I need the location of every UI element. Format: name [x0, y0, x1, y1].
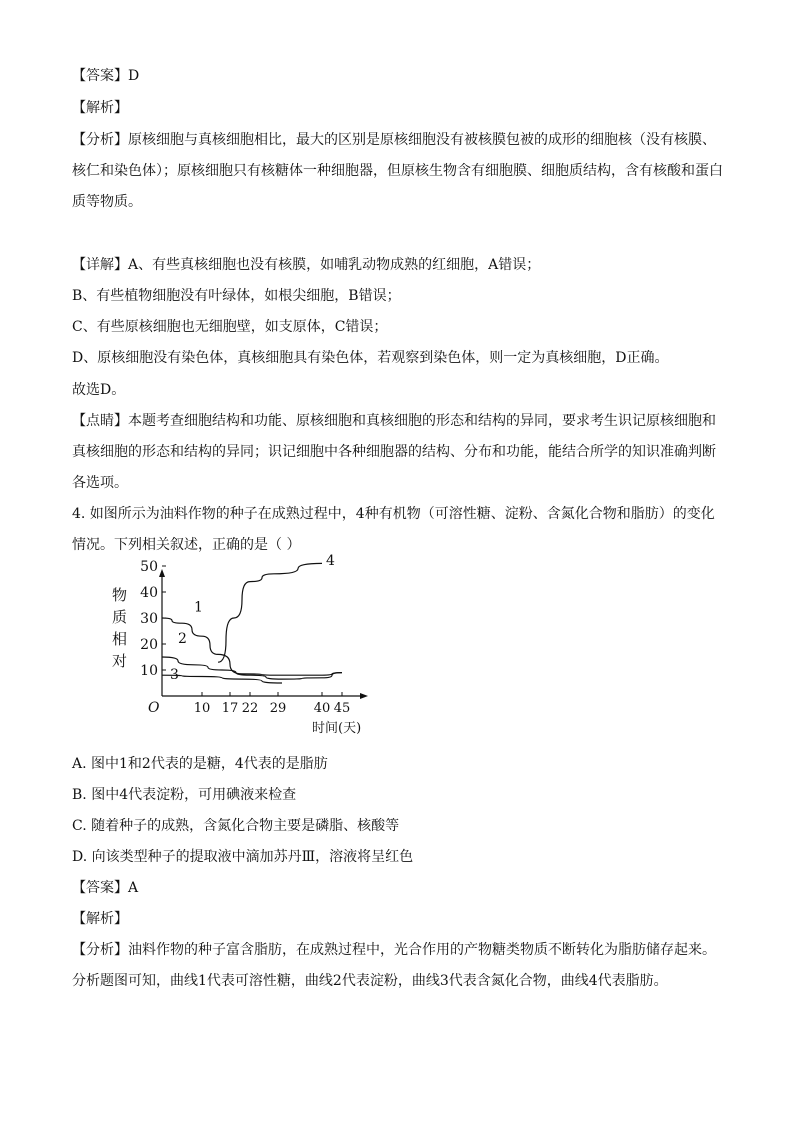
chart-curves: [162, 553, 342, 683]
detail-line: 故选D。: [72, 382, 126, 398]
series-label-1: 1: [194, 599, 203, 616]
y-axis-label: [112, 586, 127, 670]
series-label-2: 2: [178, 630, 187, 647]
y-axis-arrow: [159, 569, 165, 577]
option-b: B. 图中4代表淀粉，可用碘液来检查: [72, 787, 297, 803]
y-axis-label-char: 物: [112, 586, 128, 604]
comment-line: 【点睛】本题考查细胞结构和功能、原核细胞和真核细胞的形态和结构的异同，要求考生识记原核细胞和: [72, 413, 716, 429]
comment-line: 各选项。: [72, 475, 128, 491]
y-tick-label: 50: [140, 559, 158, 575]
x-tick-label: 29: [269, 701, 287, 716]
analysis-line: 质等物质。: [72, 194, 142, 210]
y-axis-label-char: 相: [112, 630, 128, 648]
comment-line: 真核细胞的形态和结构的异同；识记细胞中各种细胞器的结构、分布和功能，能结合所学的知识准确判断: [72, 444, 716, 460]
detail-line: D、原核细胞没有染色体，真核细胞具有染色体，若观察到染色体，则一定为真核细胞，D正确。: [72, 350, 669, 366]
answer-label-q3: 【答案】D: [72, 68, 140, 84]
y-tick-label: 30: [140, 611, 158, 627]
detail-line: B、有些植物细胞没有叶绿体，如根尖细胞，B错误；: [72, 288, 401, 304]
analysis-heading-q4: 【解析】: [72, 911, 128, 927]
option-d: D. 向该类型种子的提取液中滴加苏丹Ⅲ，溶液将呈红色: [72, 849, 414, 865]
y-axis-label-char: 对: [112, 652, 128, 670]
x-tick-label: 17: [221, 701, 239, 716]
series-line-1: [162, 618, 342, 675]
option-c: C. 随着种子的成熟，含氮化合物主要是磷脂、核酸等: [72, 818, 400, 834]
series-label-3: 3: [170, 667, 179, 684]
detail-line: C、有些原核细胞也无细胞壁，如支原体，C错误；: [72, 319, 388, 335]
analysis-line: 分析题图可知，曲线1代表可溶性糖，曲线2代表淀粉，曲线3代表含氮化合物，曲线4代表脂肪。: [72, 973, 668, 989]
y-axis-label-char: 质: [112, 608, 128, 626]
series-label-4: 4: [326, 552, 335, 569]
x-tick-label: 22: [241, 701, 259, 716]
y-tick-label: 20: [140, 637, 158, 653]
answer-label-q4: 【答案】A: [72, 880, 139, 896]
seed-composition-chart: [100, 552, 380, 743]
option-a: A. 图中1和2代表的是糖，4代表的是脂肪: [72, 756, 328, 772]
analysis-line: 【分析】油料作物的种子富含脂肪，在成熟过程中，光合作用的产物糖类物质不断转化为脂肪储存起来。: [72, 942, 716, 958]
analysis-heading-q3: 【解析】: [72, 100, 128, 116]
x-axis-label: 时间(天): [312, 721, 362, 736]
series-line-4: [218, 563, 322, 662]
y-tick-label: 40: [140, 585, 158, 601]
analysis-line: 核仁和染色体）；原核细胞只有核糖体一种细胞器，但原核生物含有细胞膜、细胞质结构，含有核酸和蛋白: [72, 163, 723, 179]
chart-axes: [159, 569, 368, 699]
x-tick-label: 45: [333, 701, 351, 716]
x-axis-arrow: [360, 693, 368, 699]
question-stem-line: 情况。下列相关叙述，正确的是（ ）: [72, 537, 301, 553]
x-tick-label: 10: [193, 701, 211, 716]
origin-label: O: [148, 700, 160, 716]
detail-line: 【详解】A、有些真核细胞也没有核膜，如哺乳动物成熟的红细胞，A错误；: [72, 257, 541, 273]
question-stem-line: 4. 如图所示为油料作物的种子在成熟过程中，4种有机物（可溶性糖、淀粉、含氮化合物和脂肪）的变化: [72, 506, 715, 522]
chart-ticks: [140, 559, 350, 716]
analysis-line: 【分析】原核细胞与真核细胞相比，最大的区别是原核细胞没有被核膜包被的成形的细胞核（没有核膜、: [72, 132, 716, 148]
y-tick-label: 10: [140, 663, 158, 679]
x-tick-label: 40: [313, 701, 331, 716]
